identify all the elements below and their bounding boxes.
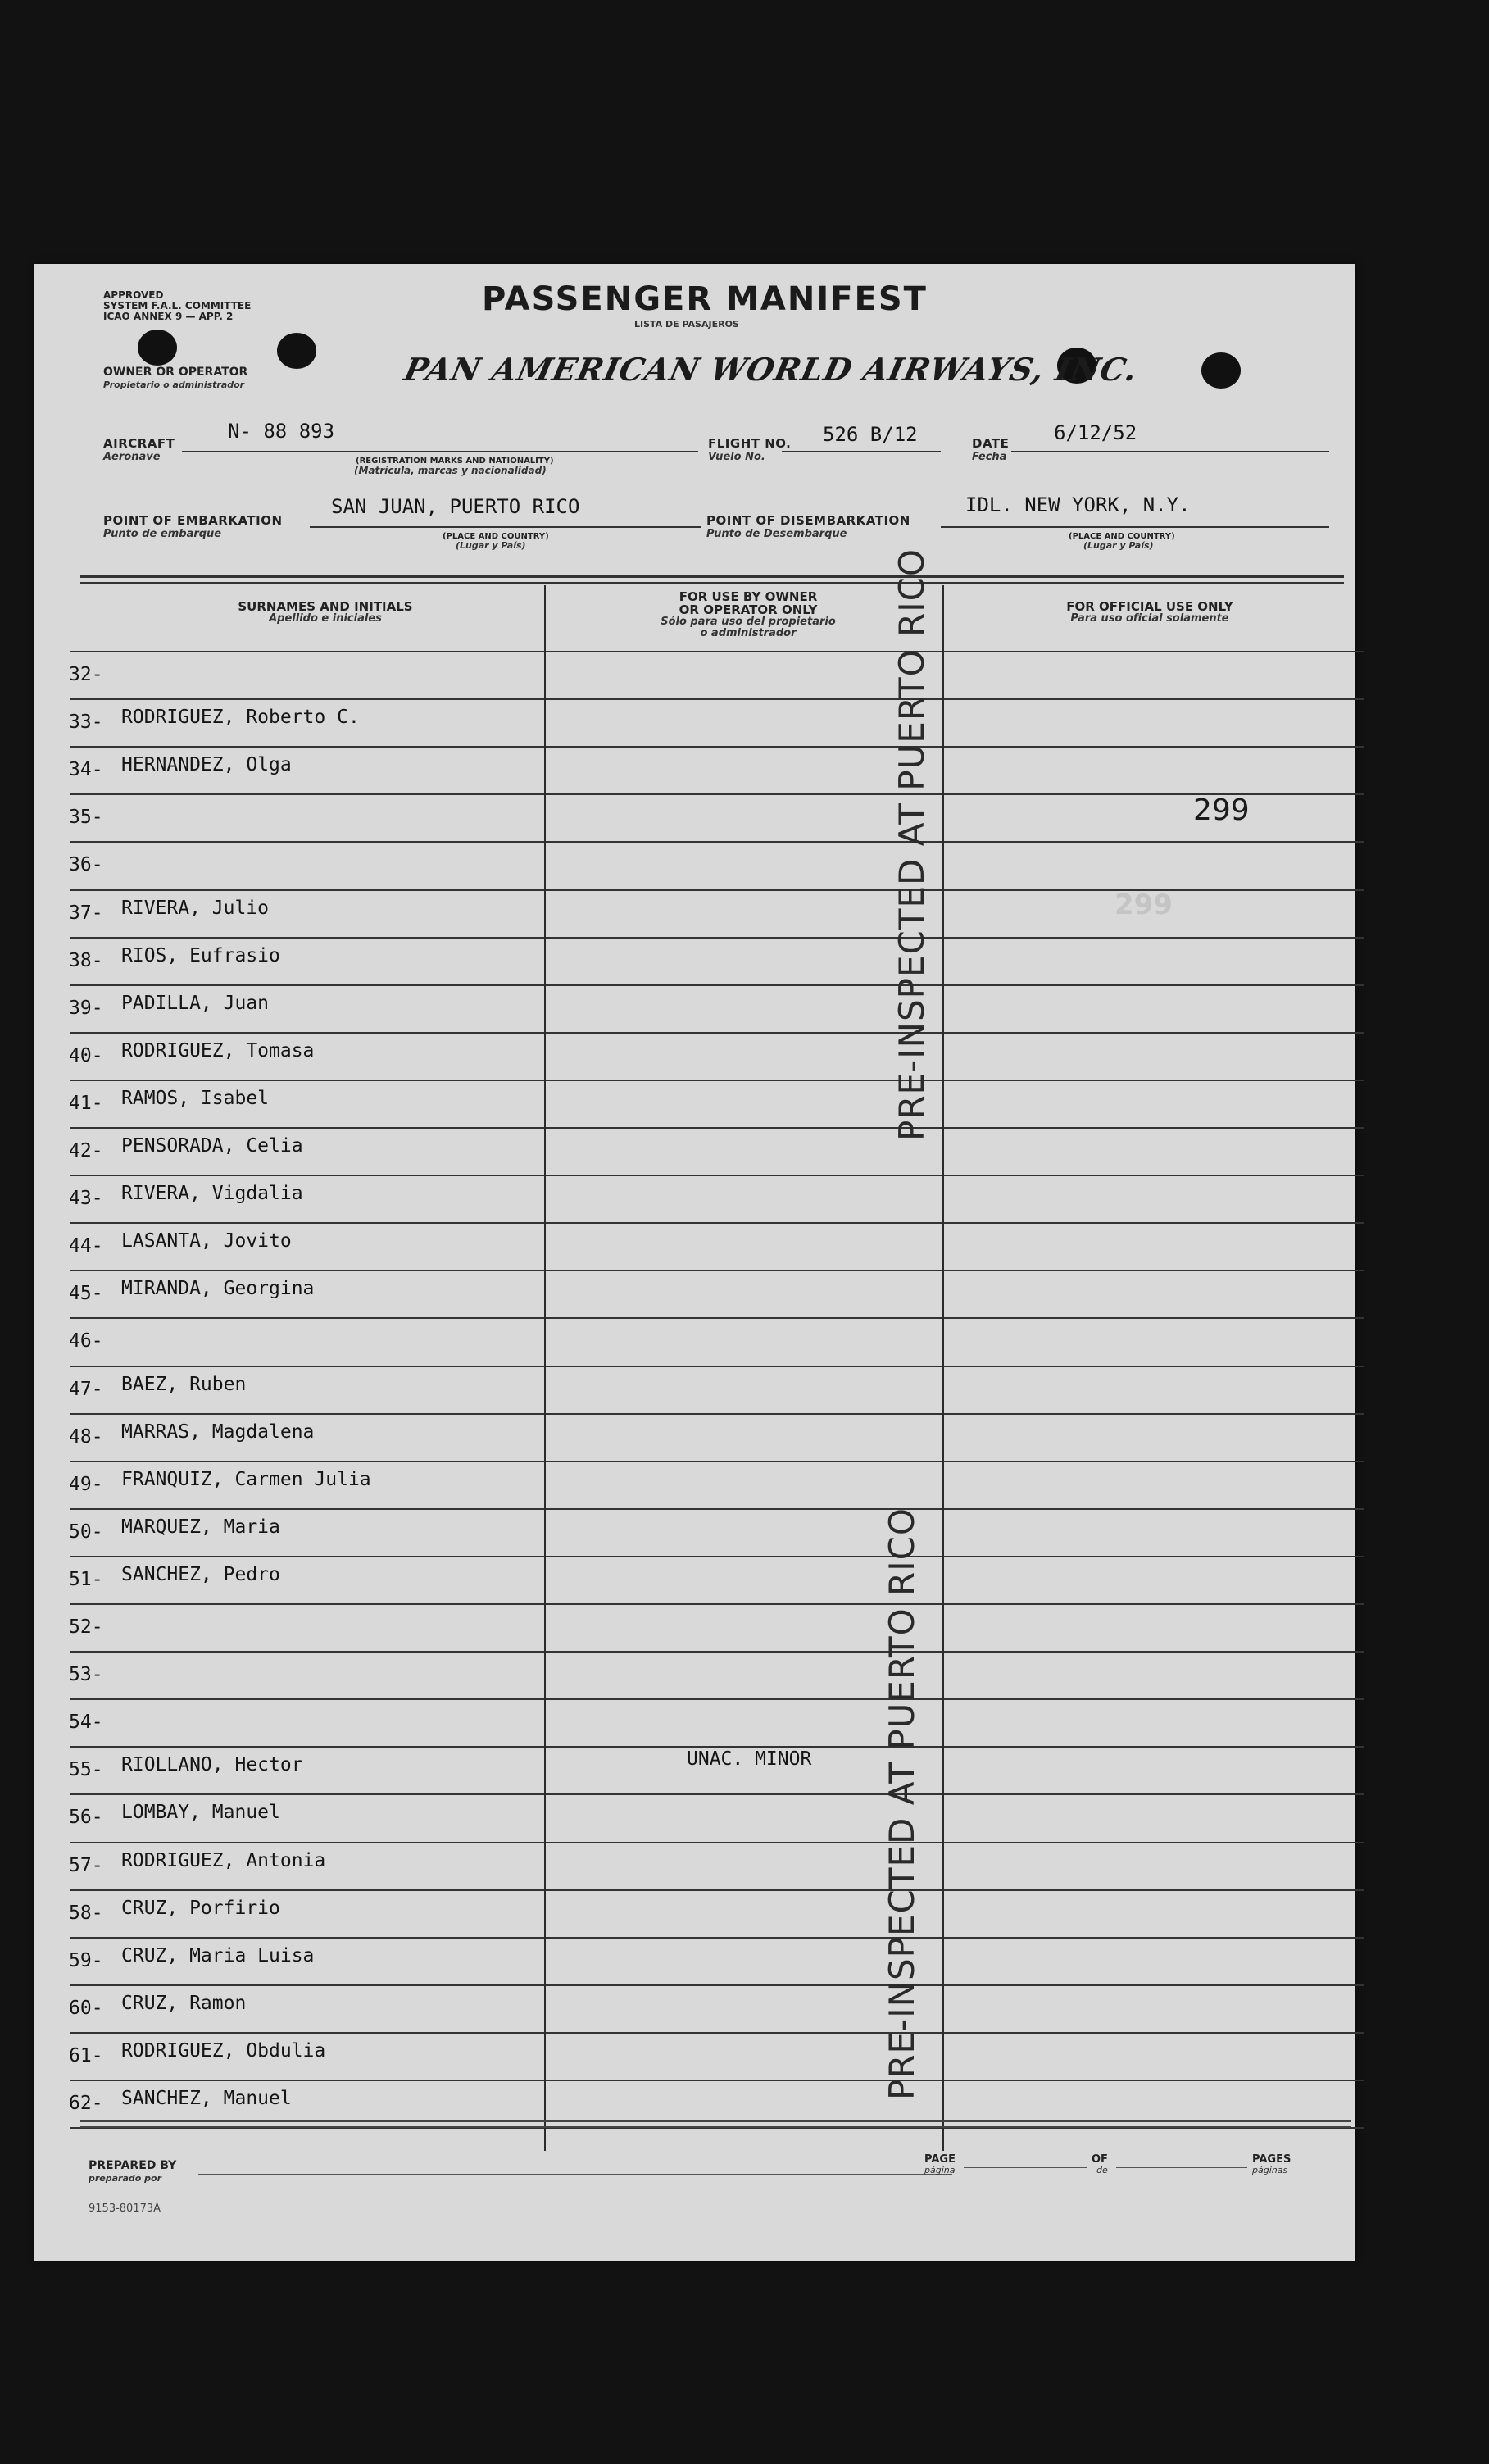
approved-block <box>103 290 251 322</box>
row-number: 56- <box>69 1807 103 1828</box>
owner-sub: Propietario o administrador <box>103 380 245 390</box>
row-number: 54- <box>69 1712 103 1733</box>
passenger-name: LASANTA, Jovito <box>121 1230 292 1252</box>
prepared-sub: preparado por <box>89 2173 162 2184</box>
col-official-sub: Para uso oficial solamente <box>1070 612 1229 625</box>
row-number: 51- <box>69 1569 103 1590</box>
passenger-name: CRUZ, Porfirio <box>121 1898 280 1919</box>
aircraft-sub: Aeronave <box>103 451 161 463</box>
flight-label: FLIGHT NO. <box>708 436 792 451</box>
footer-rule-top <box>80 2120 1351 2122</box>
row-number: 50- <box>69 1521 103 1543</box>
owner-label: OWNER OR OPERATOR <box>103 366 248 379</box>
row-number: 48- <box>69 1426 103 1448</box>
passenger-name: RIOS, Eufrasio <box>121 945 280 966</box>
date-underline <box>1011 451 1329 452</box>
passenger-name: RIOLLANO, Hector <box>121 1754 303 1775</box>
date-label: DATE <box>972 436 1010 451</box>
prepared-underline <box>198 2174 952 2175</box>
col-surnames-title: SURNAMES AND INITIALS <box>238 599 413 614</box>
table-row-line <box>70 841 1364 843</box>
company-name: PAN AMERICAN WORLD AIRWAYS, INC. <box>401 351 1142 388</box>
col-separator-2 <box>942 585 944 2151</box>
disembark-underline <box>941 526 1329 528</box>
row-number: 40- <box>69 1045 103 1066</box>
flight-underline <box>782 451 941 452</box>
passenger-name: MARRAS, Magdalena <box>121 1421 315 1443</box>
passenger-name: HERNANDEZ, Olga <box>121 754 292 775</box>
passenger-name: RODRIGUEZ, Antonia <box>121 1850 326 1871</box>
table-row-line <box>70 1651 1364 1653</box>
passenger-name: PENSORADA, Celia <box>121 1135 303 1157</box>
table-row-line <box>70 1603 1364 1605</box>
passenger-name: RODRIGUEZ, Roberto C. <box>121 707 360 728</box>
official-number-faded: 299 <box>1114 889 1173 921</box>
row-number: 39- <box>69 998 103 1019</box>
aircraft-underline <box>182 451 698 452</box>
disembark-sub: Punto de Desembarque <box>706 528 847 540</box>
table-row-line <box>70 1270 1364 1271</box>
embark-label: POINT OF EMBARKATION <box>103 513 283 528</box>
passenger-name: MARQUEZ, Maria <box>121 1516 280 1538</box>
pages-sub: páginas <box>1252 2165 1288 2175</box>
date-value: 6/12/52 <box>1054 421 1137 444</box>
passenger-name: RODRIGUEZ, Obdulia <box>121 2040 326 2062</box>
row-number: 47- <box>69 1379 103 1400</box>
page-underline <box>964 2167 1087 2168</box>
row-number: 38- <box>69 950 103 971</box>
col-owner-title-2: OR OPERATOR ONLY <box>679 602 818 617</box>
passenger-name: CRUZ, Maria Luisa <box>121 1945 315 1966</box>
col-surnames-header <box>84 600 567 625</box>
row-number: 37- <box>69 902 103 924</box>
preinspected-stamp-lower: PRE-INSPECTED AT PUERTO RICO <box>882 1507 922 2100</box>
approved-line-2: SYSTEM F.A.L. COMMITTEE <box>103 300 252 311</box>
page-title-sub: LISTA DE PASAJEROS <box>634 319 739 330</box>
footer-rule-bottom <box>80 2126 1351 2128</box>
aircraft-value: N- 88 893 <box>228 420 335 443</box>
table-row-line <box>70 1032 1364 1034</box>
row-number: 46- <box>69 1330 103 1352</box>
embark-sub: Punto de embarque <box>103 528 222 540</box>
row-number: 44- <box>69 1235 103 1257</box>
table-row-line <box>70 1842 1364 1843</box>
manifest-sheet <box>34 264 1355 2261</box>
row-number: 59- <box>69 1950 103 1971</box>
row-number: 62- <box>69 2093 103 2114</box>
of-sub: de <box>1096 2165 1108 2175</box>
page-title: PASSENGER MANIFEST <box>482 280 928 318</box>
punch-hole-left-2 <box>277 333 316 369</box>
table-row-line <box>70 1937 1364 1939</box>
table-row-line <box>70 937 1364 939</box>
row-number: 41- <box>69 1093 103 1114</box>
table-row-line <box>70 1222 1364 1224</box>
preinspected-stamp-upper: PRE-INSPECTED AT PUERTO RICO <box>892 548 932 1141</box>
passenger-name: MIRANDA, Georgina <box>121 1278 315 1299</box>
table-row-line <box>70 1889 1364 1891</box>
registration-caption: (REGISTRATION MARKS AND NATIONALITY) <box>356 457 554 466</box>
passenger-name: PADILLA, Juan <box>121 993 270 1014</box>
row-number: 58- <box>69 1903 103 1924</box>
table-row-line <box>70 2080 1364 2081</box>
header-rule-bottom <box>80 582 1344 584</box>
row-number: 33- <box>69 711 103 733</box>
header-rule-top <box>80 575 1344 578</box>
col-owner-title-1: FOR USE BY OWNER <box>679 589 818 604</box>
embark-place-caption-sub: (Lugar y País) <box>456 540 526 551</box>
passenger-name: FRANQUIZ, Carmen Julia <box>121 1469 371 1490</box>
passenger-name: CRUZ, Ramon <box>121 1993 247 2014</box>
col-separator-1 <box>544 585 546 2151</box>
row-number: 45- <box>69 1283 103 1304</box>
table-row-line <box>70 1317 1364 1319</box>
table-row-line <box>70 2032 1364 2034</box>
table-row-line <box>70 984 1364 986</box>
registration-caption-sub: (Matrícula, marcas y nacionalidad) <box>354 465 547 476</box>
table-row-line <box>70 746 1364 748</box>
table-row-line <box>70 651 1364 652</box>
passenger-name: BAEZ, Ruben <box>121 1374 247 1395</box>
col-owner-sub-2: o administrador <box>700 627 797 639</box>
page-sub: página <box>924 2165 956 2175</box>
official-number: 299 <box>1193 793 1250 827</box>
table-row-line <box>70 1080 1364 1081</box>
table-row-line <box>70 1793 1364 1795</box>
disembark-place-caption-sub: (Lugar y País) <box>1083 540 1154 551</box>
approved-line-1: APPROVED <box>103 289 164 301</box>
passenger-name: RODRIGUEZ, Tomasa <box>121 1040 315 1062</box>
col-official-header <box>949 600 1351 625</box>
row-number: 42- <box>69 1140 103 1162</box>
flight-sub: Vuelo No. <box>708 451 765 463</box>
col-owner-sub-1: Sólo para uso del propietario <box>661 616 836 628</box>
disembark-value: IDL. NEW YORK, N.Y. <box>965 493 1191 516</box>
row-number: 49- <box>69 1474 103 1495</box>
row-number: 43- <box>69 1188 103 1209</box>
of-underline <box>1116 2167 1247 2168</box>
page-label: PAGE <box>924 2153 956 2166</box>
table-row-line <box>70 1508 1364 1510</box>
row-number: 32- <box>69 664 103 685</box>
embark-underline <box>310 526 701 528</box>
row-number: 61- <box>69 2045 103 2066</box>
table-row-line <box>70 1556 1364 1557</box>
passenger-name: SANCHEZ, Manuel <box>121 2088 292 2109</box>
col-surnames-sub: Apellido e iniciales <box>269 612 382 625</box>
punch-hole-left-1 <box>138 330 177 366</box>
flight-value: 526 B/12 <box>823 423 918 446</box>
disembark-place-caption: (PLACE AND COUNTRY) <box>1069 532 1175 541</box>
aircraft-label: AIRCRAFT <box>103 436 175 451</box>
table-row-line <box>70 793 1364 795</box>
prepared-label: PREPARED BY <box>89 2159 177 2172</box>
row-number: 35- <box>69 807 103 828</box>
table-row-line <box>70 698 1364 700</box>
passenger-name: RIVERA, Julio <box>121 898 270 919</box>
row-number: 36- <box>69 854 103 875</box>
col-owner-header <box>547 590 949 639</box>
passenger-name: SANCHEZ, Pedro <box>121 1564 280 1585</box>
table-row-line <box>70 1175 1364 1176</box>
table-row-line <box>70 1366 1364 1367</box>
row-number: 57- <box>69 1855 103 1876</box>
disembark-label: POINT OF DISEMBARKATION <box>706 513 910 528</box>
row-number: 55- <box>69 1759 103 1780</box>
table-row-line <box>70 1984 1364 1986</box>
row-number: 34- <box>69 759 103 780</box>
row-number: 53- <box>69 1664 103 1685</box>
punch-hole-right-2 <box>1201 352 1241 389</box>
embark-value: SAN JUAN, PUERTO RICO <box>331 495 580 518</box>
passenger-name: LOMBAY, Manuel <box>121 1802 280 1823</box>
passenger-name: RAMOS, Isabel <box>121 1088 270 1109</box>
approved-line-3: ICAO ANNEX 9 — APP. 2 <box>103 311 234 322</box>
of-label: OF <box>1092 2153 1108 2166</box>
date-sub: Fecha <box>972 451 1007 463</box>
form-code: 9153-80173A <box>89 2203 161 2215</box>
table-row-line <box>70 1746 1364 1748</box>
passenger-name: RIVERA, Vigdalia <box>121 1183 303 1204</box>
table-row-line <box>70 1127 1364 1129</box>
owner-note-unac-minor: UNAC. MINOR <box>687 1748 812 1770</box>
embark-place-caption: (PLACE AND COUNTRY) <box>443 532 549 541</box>
col-official-title: FOR OFFICIAL USE ONLY <box>1066 599 1233 614</box>
table-row-line <box>70 1698 1364 1700</box>
table-row-line <box>70 1413 1364 1415</box>
table-row-line <box>70 1461 1364 1462</box>
row-number: 52- <box>69 1616 103 1638</box>
pages-label: PAGES <box>1252 2153 1292 2166</box>
row-number: 60- <box>69 1998 103 2019</box>
